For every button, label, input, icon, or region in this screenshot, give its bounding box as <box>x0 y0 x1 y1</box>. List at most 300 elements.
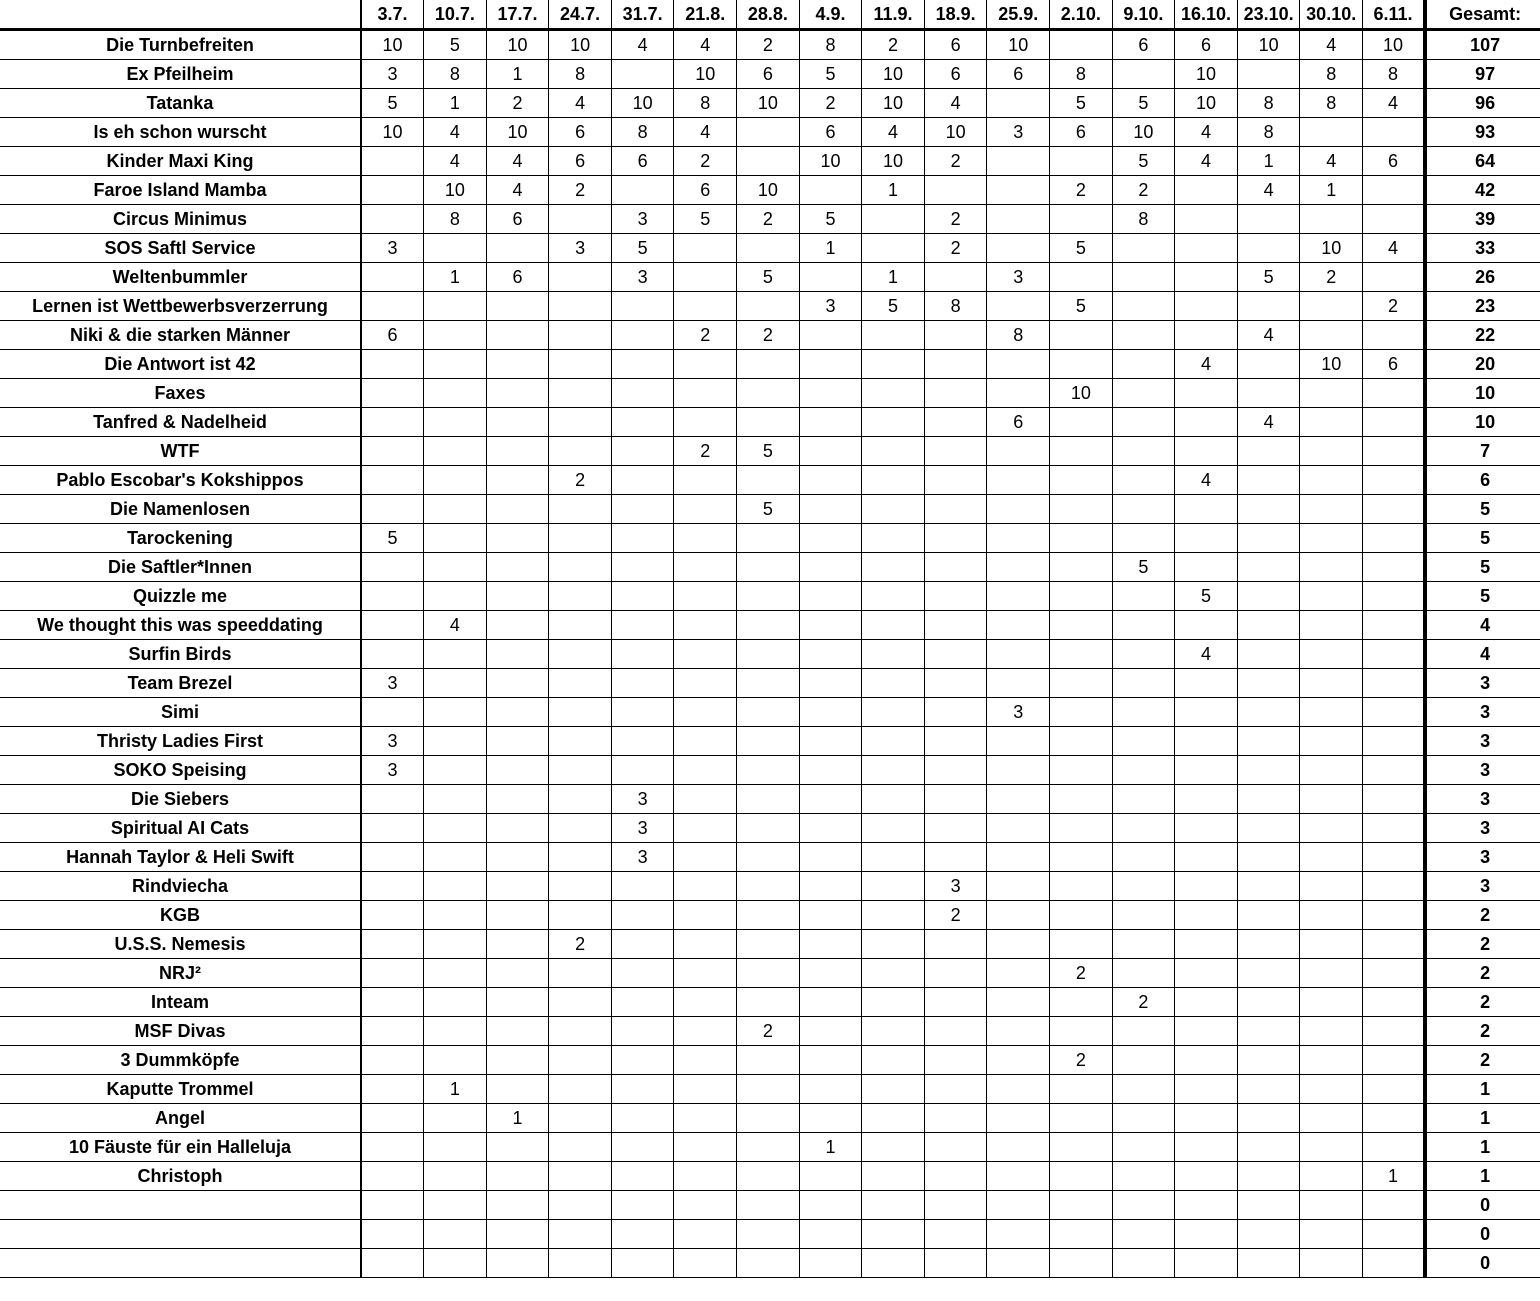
score-cell <box>424 727 487 756</box>
score-cell: 3 <box>549 234 612 263</box>
score-cell <box>987 1017 1050 1046</box>
date-header: 24.7. <box>549 0 612 30</box>
score-cell <box>1300 669 1363 698</box>
score-cell <box>1300 1133 1363 1162</box>
score-cell <box>611 1249 674 1278</box>
score-cell <box>799 901 862 930</box>
score-cell <box>486 988 549 1017</box>
total-cell: 26 <box>1425 263 1540 292</box>
score-cell <box>987 1249 1050 1278</box>
score-cell <box>424 872 487 901</box>
score-cell <box>799 959 862 988</box>
score-cell <box>549 437 612 466</box>
score-cell <box>1112 321 1175 350</box>
score-cell <box>862 756 925 785</box>
team-name: Christoph <box>0 1162 361 1191</box>
header-row <box>0 0 1540 30</box>
score-cell <box>361 959 424 988</box>
score-cell: 2 <box>1112 988 1175 1017</box>
score-cell <box>987 1162 1050 1191</box>
score-cell <box>486 901 549 930</box>
score-cell <box>862 437 925 466</box>
score-cell <box>424 321 487 350</box>
score-cell <box>1050 988 1113 1017</box>
total-cell: 64 <box>1425 147 1540 176</box>
score-cell <box>611 1017 674 1046</box>
score-cell <box>1175 263 1238 292</box>
score-cell <box>924 263 987 292</box>
score-cell <box>611 1191 674 1220</box>
score-cell <box>1050 350 1113 379</box>
team-name: 3 Dummköpfe <box>0 1046 361 1075</box>
score-cell <box>1112 756 1175 785</box>
total-cell: 1 <box>1425 1104 1540 1133</box>
score-cell <box>799 350 862 379</box>
score-cell <box>1300 379 1363 408</box>
score-cell <box>1175 1191 1238 1220</box>
score-cell: 6 <box>1112 30 1175 60</box>
score-cell: 6 <box>987 60 1050 89</box>
score-cell <box>924 785 987 814</box>
score-cell <box>1363 408 1426 437</box>
table-row <box>0 611 1540 640</box>
score-cell <box>361 205 424 234</box>
team-name: Circus Minimus <box>0 205 361 234</box>
score-cell <box>549 1075 612 1104</box>
score-cell <box>1050 640 1113 669</box>
score-cell <box>1050 756 1113 785</box>
score-cell: 10 <box>549 30 612 60</box>
table-row <box>0 959 1540 988</box>
score-cell <box>1363 118 1426 147</box>
score-cell <box>1050 263 1113 292</box>
score-cell <box>361 698 424 727</box>
score-cell <box>674 1220 737 1249</box>
score-cell <box>486 756 549 785</box>
table-row <box>0 1191 1540 1220</box>
date-header: 25.9. <box>987 0 1050 30</box>
score-cell <box>1050 553 1113 582</box>
total-cell: 3 <box>1425 727 1540 756</box>
score-cell <box>1175 553 1238 582</box>
date-header: 16.10. <box>1175 0 1238 30</box>
score-cell <box>1300 843 1363 872</box>
score-cell: 6 <box>611 147 674 176</box>
score-cell <box>549 988 612 1017</box>
score-cell <box>862 669 925 698</box>
score-cell <box>674 524 737 553</box>
score-cell <box>987 89 1050 118</box>
date-header: 30.10. <box>1300 0 1363 30</box>
score-cell <box>1363 176 1426 205</box>
score-cell <box>987 901 1050 930</box>
score-cell: 5 <box>1050 234 1113 263</box>
score-cell <box>924 1104 987 1133</box>
score-cell <box>486 843 549 872</box>
team-name: Rindviecha <box>0 872 361 901</box>
score-cell <box>1112 640 1175 669</box>
score-cell <box>549 640 612 669</box>
score-cell <box>424 901 487 930</box>
team-name: U.S.S. Nemesis <box>0 930 361 959</box>
score-cell <box>361 988 424 1017</box>
total-cell: 3 <box>1425 814 1540 843</box>
table-row <box>0 988 1540 1017</box>
score-cell <box>987 785 1050 814</box>
score-cell <box>1175 408 1238 437</box>
table-row <box>0 814 1540 843</box>
score-cell <box>737 1220 800 1249</box>
score-cell <box>674 814 737 843</box>
team-name: NRJ² <box>0 959 361 988</box>
score-cell <box>1112 611 1175 640</box>
score-cell <box>1175 1017 1238 1046</box>
score-cell <box>737 756 800 785</box>
score-cell <box>1112 437 1175 466</box>
total-cell: 22 <box>1425 321 1540 350</box>
score-cell <box>674 263 737 292</box>
score-cell: 10 <box>987 30 1050 60</box>
score-cell <box>862 234 925 263</box>
score-cell <box>1237 785 1300 814</box>
score-cell: 2 <box>924 205 987 234</box>
score-cell <box>1050 147 1113 176</box>
score-cell: 8 <box>924 292 987 321</box>
score-cell: 2 <box>737 1017 800 1046</box>
team-name: Tanfred & Nadelheid <box>0 408 361 437</box>
score-cell <box>1363 582 1426 611</box>
score-cell: 4 <box>486 176 549 205</box>
score-cell <box>1112 1046 1175 1075</box>
score-cell <box>1300 466 1363 495</box>
score-cell <box>1237 640 1300 669</box>
score-cell <box>549 872 612 901</box>
score-cell <box>1363 901 1426 930</box>
score-cell <box>486 408 549 437</box>
score-cell <box>737 1162 800 1191</box>
score-cell <box>549 1017 612 1046</box>
score-cell <box>987 350 1050 379</box>
total-cell: 96 <box>1425 89 1540 118</box>
score-cell: 3 <box>361 727 424 756</box>
score-cell <box>987 1220 1050 1249</box>
score-cell <box>361 147 424 176</box>
score-cell: 6 <box>924 30 987 60</box>
score-cell: 5 <box>1050 292 1113 321</box>
score-cell <box>737 785 800 814</box>
score-cell <box>737 930 800 959</box>
score-cell <box>611 495 674 524</box>
score-cell: 6 <box>924 60 987 89</box>
date-header: 17.7. <box>486 0 549 30</box>
score-cell: 5 <box>1112 147 1175 176</box>
score-cell: 10 <box>486 118 549 147</box>
score-cell <box>486 495 549 524</box>
score-cell: 10 <box>1237 30 1300 60</box>
score-cell <box>1175 1249 1238 1278</box>
score-cell <box>862 524 925 553</box>
score-cell <box>424 756 487 785</box>
score-cell <box>549 495 612 524</box>
score-cell <box>361 1191 424 1220</box>
score-cell <box>1363 1133 1426 1162</box>
score-cell: 2 <box>549 176 612 205</box>
score-cell <box>737 234 800 263</box>
score-cell <box>1300 814 1363 843</box>
score-cell <box>737 669 800 698</box>
total-cell: 4 <box>1425 611 1540 640</box>
table-row <box>0 118 1540 147</box>
score-cell <box>924 408 987 437</box>
score-cell <box>424 1162 487 1191</box>
score-cell <box>987 872 1050 901</box>
score-cell <box>1175 437 1238 466</box>
score-cell <box>1363 263 1426 292</box>
score-cell <box>361 814 424 843</box>
team-name: Faxes <box>0 379 361 408</box>
score-cell <box>987 814 1050 843</box>
score-cell: 4 <box>1363 234 1426 263</box>
table-row <box>0 495 1540 524</box>
score-cell: 5 <box>737 263 800 292</box>
score-cell <box>1112 669 1175 698</box>
total-cell: 3 <box>1425 843 1540 872</box>
score-cell <box>737 640 800 669</box>
score-cell: 8 <box>1300 60 1363 89</box>
score-cell <box>862 814 925 843</box>
score-cell: 2 <box>486 89 549 118</box>
score-cell: 5 <box>862 292 925 321</box>
score-cell <box>737 379 800 408</box>
score-cell <box>549 814 612 843</box>
score-cell: 5 <box>737 495 800 524</box>
total-cell: 10 <box>1425 408 1540 437</box>
score-cell <box>924 437 987 466</box>
score-cell <box>1363 495 1426 524</box>
score-cell <box>924 1075 987 1104</box>
score-cell <box>1175 901 1238 930</box>
score-cell <box>1237 872 1300 901</box>
score-cell <box>424 1220 487 1249</box>
score-cell: 2 <box>549 466 612 495</box>
score-cell <box>1050 582 1113 611</box>
score-cell <box>924 843 987 872</box>
score-cell <box>1175 379 1238 408</box>
team-name: Pablo Escobar's Kokshippos <box>0 466 361 495</box>
score-cell <box>1300 118 1363 147</box>
score-cell: 6 <box>486 263 549 292</box>
score-cell <box>611 959 674 988</box>
score-cell <box>1300 640 1363 669</box>
score-cell <box>1300 611 1363 640</box>
score-cell <box>1175 814 1238 843</box>
score-cell <box>674 901 737 930</box>
score-cell <box>674 669 737 698</box>
score-cell <box>611 1046 674 1075</box>
score-cell <box>737 843 800 872</box>
score-cell <box>799 930 862 959</box>
score-cell: 1 <box>424 89 487 118</box>
score-cell <box>549 350 612 379</box>
score-cell <box>799 466 862 495</box>
table-row <box>0 263 1540 292</box>
score-cell <box>1112 930 1175 959</box>
score-cell <box>611 756 674 785</box>
table-row <box>0 147 1540 176</box>
score-cell <box>799 843 862 872</box>
score-cell <box>674 1191 737 1220</box>
score-cell <box>1050 495 1113 524</box>
score-cell <box>424 959 487 988</box>
total-cell: 3 <box>1425 872 1540 901</box>
score-cell <box>549 292 612 321</box>
score-cell <box>987 930 1050 959</box>
score-cell <box>611 1075 674 1104</box>
score-cell <box>486 350 549 379</box>
score-cell <box>611 321 674 350</box>
score-cell <box>1112 1191 1175 1220</box>
score-cell <box>1175 843 1238 872</box>
score-cell: 2 <box>737 321 800 350</box>
score-cell: 6 <box>987 408 1050 437</box>
score-cell <box>486 611 549 640</box>
total-cell: 93 <box>1425 118 1540 147</box>
score-cell <box>1363 669 1426 698</box>
score-cell <box>987 234 1050 263</box>
score-cell <box>862 785 925 814</box>
score-cell <box>1300 524 1363 553</box>
score-cell: 8 <box>424 205 487 234</box>
table-row <box>0 1162 1540 1191</box>
score-cell <box>1050 785 1113 814</box>
score-cell: 10 <box>361 118 424 147</box>
score-cell <box>1363 379 1426 408</box>
score-cell <box>987 611 1050 640</box>
score-cell <box>1237 1046 1300 1075</box>
score-cell <box>987 640 1050 669</box>
score-cell: 1 <box>486 60 549 89</box>
score-cell <box>611 176 674 205</box>
total-cell: 2 <box>1425 930 1540 959</box>
score-cell <box>549 901 612 930</box>
score-cell <box>674 379 737 408</box>
team-name: Ex Pfeilheim <box>0 60 361 89</box>
score-cell: 5 <box>1237 263 1300 292</box>
score-cell: 1 <box>862 176 925 205</box>
score-cell <box>1300 785 1363 814</box>
score-cell <box>799 524 862 553</box>
score-cell <box>799 495 862 524</box>
score-cell <box>486 872 549 901</box>
total-cell: 2 <box>1425 988 1540 1017</box>
score-cell <box>1175 611 1238 640</box>
score-cell <box>486 234 549 263</box>
score-cell <box>1300 727 1363 756</box>
score-cell <box>924 553 987 582</box>
score-cell: 1 <box>799 234 862 263</box>
score-cell <box>1300 1162 1363 1191</box>
score-cell <box>611 611 674 640</box>
score-cell <box>862 727 925 756</box>
score-cell <box>1237 959 1300 988</box>
score-cell: 2 <box>737 205 800 234</box>
score-cell <box>486 814 549 843</box>
score-cell <box>1237 350 1300 379</box>
score-cell: 3 <box>611 785 674 814</box>
score-cell <box>424 698 487 727</box>
score-cell <box>361 901 424 930</box>
score-cell <box>799 611 862 640</box>
score-cell <box>486 437 549 466</box>
score-cell <box>361 1162 424 1191</box>
team-name: Inteam <box>0 988 361 1017</box>
score-cell <box>1175 1162 1238 1191</box>
score-cell: 10 <box>611 89 674 118</box>
score-cell <box>924 524 987 553</box>
score-cell: 10 <box>1300 350 1363 379</box>
score-cell <box>611 930 674 959</box>
score-cell <box>987 292 1050 321</box>
score-cell <box>1237 930 1300 959</box>
score-cell: 3 <box>361 60 424 89</box>
date-header: 11.9. <box>862 0 925 30</box>
score-cell <box>611 553 674 582</box>
score-cell <box>424 379 487 408</box>
score-cell <box>1363 872 1426 901</box>
score-cell: 3 <box>611 263 674 292</box>
score-cell: 4 <box>1175 350 1238 379</box>
score-cell <box>1175 1133 1238 1162</box>
score-cell <box>486 1220 549 1249</box>
score-cell: 2 <box>674 437 737 466</box>
score-cell <box>424 524 487 553</box>
score-cell <box>1175 756 1238 785</box>
total-cell: 10 <box>1425 379 1540 408</box>
table-row <box>0 60 1540 89</box>
score-cell <box>737 466 800 495</box>
score-cell <box>486 524 549 553</box>
score-cell <box>611 60 674 89</box>
table-row <box>0 1075 1540 1104</box>
score-cell: 1 <box>424 263 487 292</box>
score-cell <box>924 988 987 1017</box>
score-cell <box>361 292 424 321</box>
score-cell <box>674 553 737 582</box>
score-cell <box>674 495 737 524</box>
score-cell <box>1050 901 1113 930</box>
score-cell <box>361 1046 424 1075</box>
date-header: 28.8. <box>737 0 800 30</box>
score-cell: 5 <box>611 234 674 263</box>
score-cell <box>361 379 424 408</box>
score-cell <box>1175 1075 1238 1104</box>
score-cell <box>737 698 800 727</box>
score-cell <box>1300 1191 1363 1220</box>
table-row <box>0 901 1540 930</box>
score-cell <box>361 437 424 466</box>
score-cell <box>1112 582 1175 611</box>
team-name: Niki & die starken Männer <box>0 321 361 350</box>
score-cell <box>1112 408 1175 437</box>
score-cell <box>799 669 862 698</box>
score-cell: 2 <box>862 30 925 60</box>
score-cell: 1 <box>1363 1162 1426 1191</box>
score-cell <box>611 640 674 669</box>
score-cell <box>799 1191 862 1220</box>
score-cell <box>1300 959 1363 988</box>
table-row <box>0 292 1540 321</box>
table-row <box>0 698 1540 727</box>
